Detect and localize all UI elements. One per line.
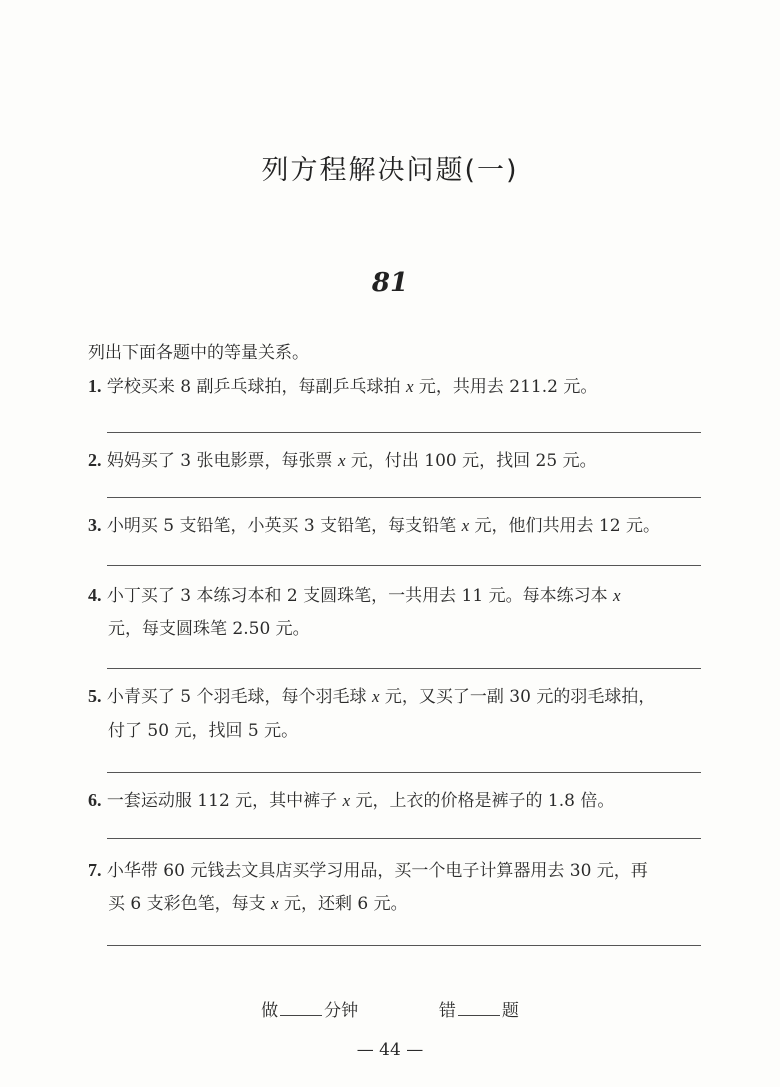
instruction: 列出下面各题中的等量关系。 (88, 343, 309, 363)
question-7 (88, 859, 683, 882)
question-number: 5. (88, 686, 102, 706)
question-5 (88, 685, 683, 708)
question-3 (88, 514, 683, 537)
answer-line[interactable] (107, 668, 701, 669)
variable: x (337, 451, 346, 470)
question-text: 元，付出 100 元，找回 25 元。 (345, 451, 597, 471)
footer-questions: 题 (501, 1001, 519, 1021)
question-text: 元，又买了一副 30 元的羽毛球拍， (379, 687, 656, 707)
page-number: — 44 — (356, 1040, 424, 1060)
footer-wrong: 错 (438, 1001, 456, 1021)
question-text: 小明买 5 支铅笔，小英买 3 支铅笔，每支铅笔 (106, 516, 462, 536)
question-number: 6. (88, 790, 102, 810)
question-6 (88, 789, 683, 812)
variable: x (405, 377, 414, 396)
question-number: 7. (88, 860, 102, 880)
question-number: 3. (88, 515, 102, 535)
question-number: 2. (88, 450, 102, 470)
wrong-blank[interactable] (458, 1001, 500, 1016)
question-text: 小丁买了 3 本练习本和 2 支圆珠笔，一共用去 11 元。每本练习本 (106, 586, 613, 606)
answer-line[interactable] (107, 838, 701, 839)
answer-line[interactable] (107, 565, 701, 566)
question-text: 小青买了 5 个羽毛球，每个羽毛球 (106, 687, 372, 707)
question-text: 一套运动服 112 元，其中裤子 (106, 791, 343, 811)
variable: x (271, 894, 279, 913)
question-text: 元，还剩 6 元。 (278, 894, 408, 914)
question-1 (88, 375, 683, 398)
question-text: 元，他们共用去 12 元。 (469, 516, 660, 536)
variable: x (613, 586, 621, 605)
variable: x (461, 516, 470, 535)
question-2 (88, 449, 683, 472)
score-footer (0, 996, 780, 1021)
question-text: 付了 50 元，找回 5 元。 (108, 721, 299, 741)
answer-line[interactable] (107, 945, 701, 946)
footer-minutes: 分钟 (324, 1001, 359, 1021)
footer-do: 做 (261, 1001, 279, 1021)
question-text-line2 (108, 893, 408, 915)
question-text: 小华带 60 元钱去文具店买学习用品，买一个电子计算器用去 30 元，再 (106, 861, 648, 881)
question-number: 4. (88, 585, 102, 605)
question-number: 1. (88, 376, 102, 396)
question-text: 元，上衣的价格是裤子的 1.8 倍。 (350, 791, 615, 811)
exercise-number: 81 (371, 268, 409, 298)
question-text: 元，每支圆珠笔 2.50 元。 (108, 619, 310, 639)
variable: x (342, 791, 351, 810)
question-text: 元，共用去 211.2 元。 (413, 377, 598, 397)
question-text: 妈妈买了 3 张电影票，每张票 (106, 451, 338, 471)
variable: x (371, 687, 380, 706)
question-text: 学校买来 8 副乒乓球拍，每副乒乓球拍 (106, 377, 406, 397)
answer-line[interactable] (107, 497, 701, 498)
minutes-blank[interactable] (280, 1001, 322, 1016)
answer-line[interactable] (107, 772, 701, 773)
question-4 (88, 584, 683, 607)
question-text: 买 6 支彩色笔，每支 (108, 894, 272, 914)
answer-line[interactable] (107, 432, 701, 433)
page-title: 列方程解决问题(一) (261, 155, 519, 186)
